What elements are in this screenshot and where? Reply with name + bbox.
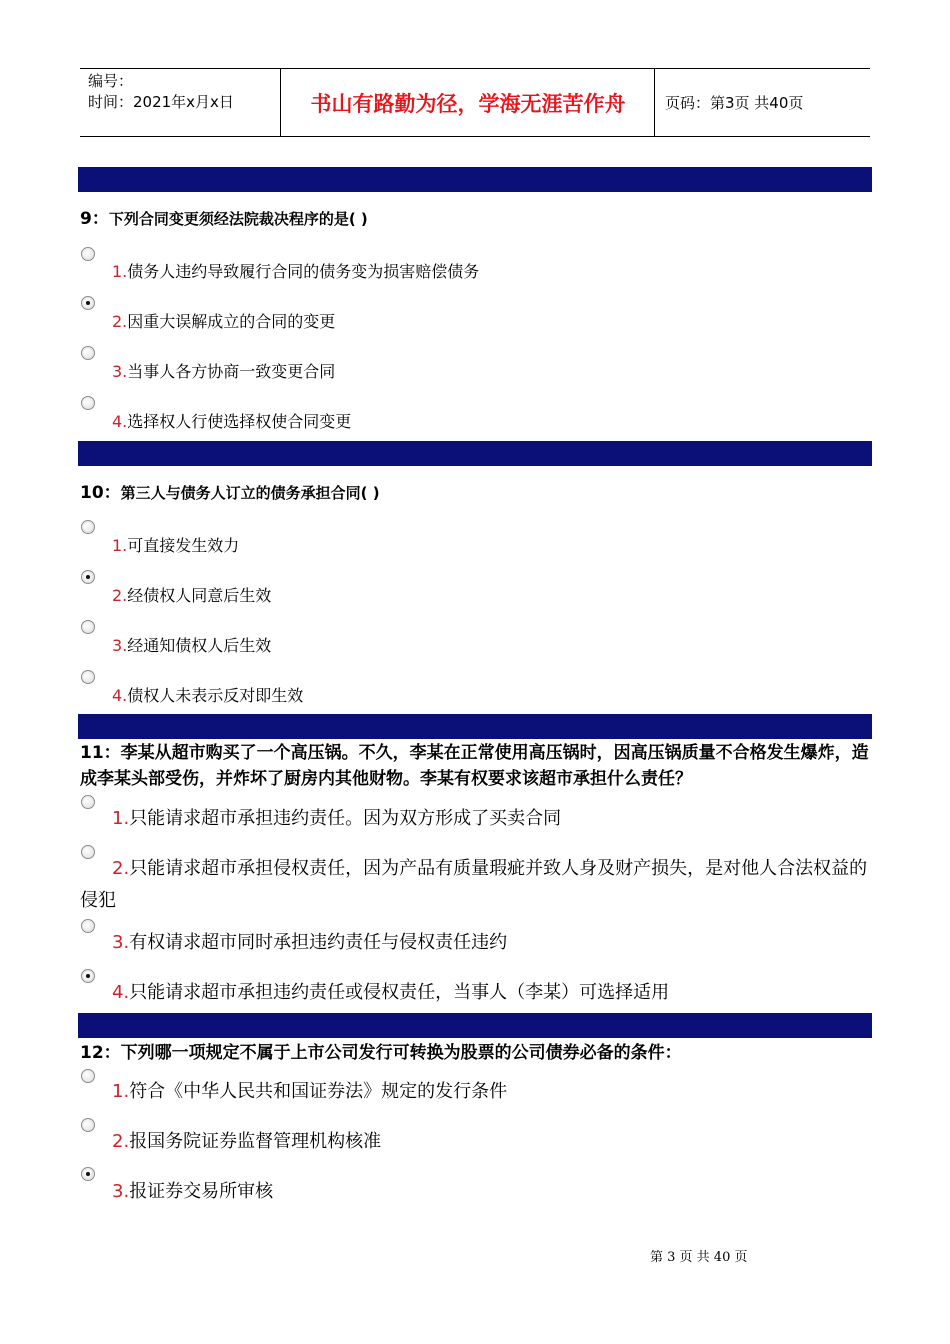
- q9-option-3-radio[interactable]: [81, 346, 95, 360]
- question-12-title: [80, 1040, 870, 1066]
- option-number: 2.: [112, 312, 128, 331]
- option-text: 债务人违约导致履行合同的债务变为损害赔偿债务: [127, 262, 480, 281]
- q11-option-3-radio[interactable]: [81, 919, 95, 933]
- serial-label: 编号：: [88, 72, 134, 90]
- q10-option-2: [112, 586, 271, 606]
- q12-option-3-radio[interactable]: [81, 1167, 95, 1181]
- question-11-title: [80, 740, 870, 792]
- q10-option-4: [112, 686, 303, 706]
- question-text: 下列合同变更须经法院裁决程序的是( ): [108, 210, 368, 228]
- question-10-title: [80, 481, 870, 505]
- option-number: 3.: [112, 1181, 130, 1202]
- option-text: 报国务院证券监督管理机构核准: [129, 1131, 382, 1152]
- q9-option-3: [112, 362, 335, 382]
- question-text: 李某从超市购买了一个高压锅。不久，李某在正常使用高压锅时，因高压锅质量不合格发生爆炸，造成李某头部受伤，并炸坏了厨房内其他财物。李某有权要求该超市承担什么责任？: [80, 743, 869, 789]
- option-text: 只能请求超市承担违约责任或侵权责任，当事人（李某）可选择适用: [129, 982, 670, 1003]
- option-text: 只能请求超市承担侵权责任，因为产品有质量瑕疵并致人身及财产损失，是对他人合法权益的侵犯: [80, 858, 868, 911]
- q9-option-1: [112, 262, 479, 282]
- option-number: 4.: [112, 982, 130, 1003]
- page-footer: 第 3 页 共 40 页: [650, 1250, 748, 1265]
- option-text: 经债权人同意后生效: [127, 586, 272, 605]
- option-text: 债权人未表示反对即生效: [127, 686, 304, 705]
- option-number: 1.: [112, 1081, 130, 1102]
- q12-option-1-radio[interactable]: [81, 1069, 95, 1083]
- q10-option-2-radio[interactable]: [81, 570, 95, 584]
- option-text: 报证券交易所审核: [129, 1181, 274, 1202]
- header-meta: [80, 69, 281, 136]
- option-number: 1.: [112, 536, 128, 555]
- option-number: 1.: [112, 262, 128, 281]
- q11-option-1: [112, 806, 561, 832]
- option-number: 2.: [112, 1131, 130, 1152]
- time-label: 时间：2021年x月x日: [88, 93, 234, 111]
- option-number: 3.: [112, 932, 130, 953]
- q12-option-3: [112, 1179, 273, 1205]
- option-text: 经通知债权人后生效: [127, 636, 272, 655]
- option-text: 选择权人行使选择权使合同变更: [127, 412, 352, 431]
- question-number: 11：: [80, 743, 121, 763]
- q10-option-1: [112, 536, 239, 556]
- q12-option-2: [112, 1129, 381, 1155]
- question-9-title: [80, 207, 870, 231]
- header-page-info: 页码：第3页 共40页: [665, 94, 804, 112]
- q9-option-4-radio[interactable]: [81, 396, 95, 410]
- option-number: 3.: [112, 362, 128, 381]
- question-number: 10：: [80, 483, 121, 503]
- question-number: 12：: [80, 1043, 121, 1063]
- q11-option-1-radio[interactable]: [81, 795, 95, 809]
- option-text: 当事人各方协商一致变更合同: [127, 362, 336, 381]
- question-text: 第三人与债务人订立的债务承担合同( ): [120, 484, 380, 502]
- q9-option-2: [112, 312, 335, 332]
- header-motto: 书山有路勤为径，学海无涯苦作舟: [282, 69, 655, 136]
- option-text: 符合《中华人民共和国证券法》规定的发行条件: [129, 1081, 508, 1102]
- option-number: 4.: [112, 686, 128, 705]
- question-divider-bar: [78, 441, 872, 466]
- option-number: 3.: [112, 636, 128, 655]
- q9-option-4: [112, 412, 351, 432]
- option-number: 1.: [112, 808, 130, 829]
- q10-option-1-radio[interactable]: [81, 520, 95, 534]
- q10-option-3: [112, 636, 271, 656]
- q9-option-1-radio[interactable]: [81, 247, 95, 261]
- q11-option-2: [80, 853, 870, 917]
- q9-option-2-radio[interactable]: [81, 296, 95, 310]
- question-divider-bar: [78, 1013, 872, 1038]
- question-number: 9：: [80, 209, 109, 229]
- option-text: 有权请求超市同时承担违约责任与侵权责任违约: [129, 932, 508, 953]
- option-text: 可直接发生效力: [127, 536, 240, 555]
- q11-option-4: [112, 980, 669, 1006]
- option-number: 2.: [112, 858, 130, 879]
- question-divider-bar: [78, 714, 872, 739]
- q11-option-4-radio[interactable]: [81, 969, 95, 983]
- q10-option-3-radio[interactable]: [81, 620, 95, 634]
- option-text: 只能请求超市承担违约责任。因为双方形成了买卖合同: [129, 808, 562, 829]
- q11-option-3: [112, 930, 507, 956]
- question-divider-bar: [78, 167, 872, 192]
- q10-option-4-radio[interactable]: [81, 670, 95, 684]
- question-text: 下列哪一项规定不属于上市公司发行可转换为股票的公司债券必备的条件：: [120, 1043, 682, 1063]
- option-text: 因重大误解成立的合同的变更: [127, 312, 336, 331]
- q12-option-1: [112, 1079, 507, 1105]
- option-number: 2.: [112, 586, 128, 605]
- q12-option-2-radio[interactable]: [81, 1118, 95, 1132]
- document-header: [80, 68, 870, 137]
- option-number: 4.: [112, 412, 128, 431]
